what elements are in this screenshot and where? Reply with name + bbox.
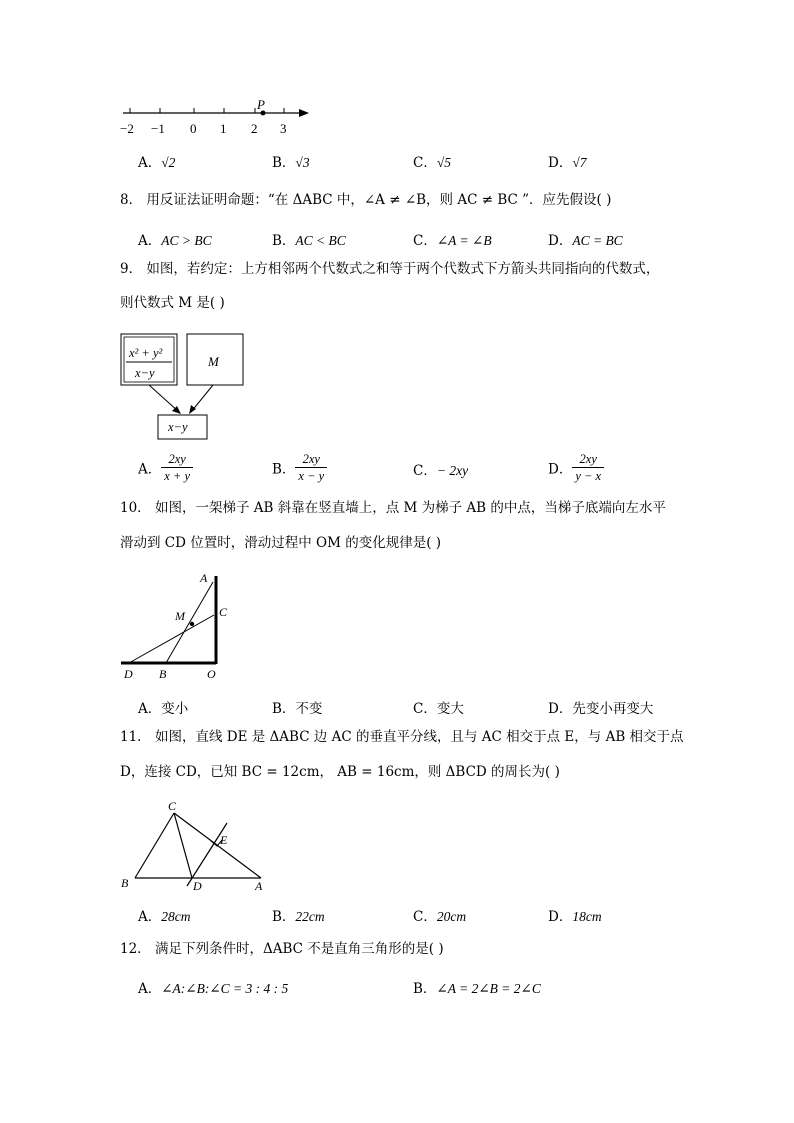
q9-stem-line1: 9． 如图，若约定：上方相邻两个代数式之和等于两个代数式下方箭头共同指向的代数式，: [120, 261, 660, 277]
arrow-left: [149, 385, 179, 412]
q7-option-c[interactable]: C．√5: [413, 155, 452, 171]
q11-option-d[interactable]: D．18cm: [548, 909, 602, 925]
q10-option-b[interactable]: B．不变: [272, 701, 323, 717]
number-line-figure: [115, 95, 315, 140]
q8-stem: 8． 用反证法证明命题：“在 ΔABC 中，∠A ≠ ∠B，则 AC ≠ BC ”．应先假设( ): [120, 192, 612, 208]
q9-option-a[interactable]: A． $\frac{2xy}{x + y}$: [138, 452, 193, 483]
ladder-figure: [115, 568, 245, 683]
ladder-ab: [166, 582, 213, 663]
tick-label: −2: [120, 121, 134, 136]
q11-option-b[interactable]: B．22cm: [272, 909, 325, 925]
box-left-numerator: x² + y²: [129, 346, 163, 360]
label-d: D: [193, 879, 202, 893]
q11-option-a[interactable]: A．28cm: [138, 909, 191, 925]
ladder-cd: [129, 615, 214, 663]
q7-option-b[interactable]: B．√3: [272, 155, 310, 171]
point-m: [190, 622, 194, 626]
label-e: E: [220, 833, 228, 847]
label-o: O: [207, 667, 216, 681]
triangle-figure: [115, 798, 275, 893]
q9-box-diagram: [115, 330, 255, 445]
q9-option-d[interactable]: D． $\frac{2xy}{y - x}$: [548, 452, 604, 483]
side-bc: [135, 813, 174, 878]
q12-option-b[interactable]: B．∠A = 2∠B = 2∠C: [413, 981, 541, 997]
q9-option-b[interactable]: B． $\frac{2xy}{x - y}$: [272, 452, 327, 483]
label-c: C: [168, 799, 177, 813]
q11-stem-line2: D，连接 CD，已知 BC = 12cm， AB = 16cm，则 ΔBCD 的周长为( ): [120, 764, 560, 780]
label-b: B: [159, 667, 167, 681]
q9-option-c[interactable]: C．− 2xy: [413, 463, 469, 479]
q8-option-d[interactable]: D．AC = BC: [548, 233, 623, 249]
box-bottom-label: x−y: [168, 420, 188, 434]
number-line-arrow: [299, 109, 309, 117]
label-d: D: [124, 667, 133, 681]
q12-option-a[interactable]: A．∠A:∠B:∠C = 3 : 4 : 5: [138, 981, 289, 997]
q8-option-b[interactable]: B．AC < BC: [272, 233, 346, 249]
q11-stem-line1: 11． 如图，直线 DE 是 ΔABC 边 AC 的垂直平分线，且与 AC 相交于点 E，与 AB 相交于点: [120, 729, 684, 745]
point-p-label: P: [257, 97, 265, 112]
tick-label: 0: [190, 121, 197, 136]
label-b: B: [121, 876, 129, 890]
q10-option-c[interactable]: C．变大: [413, 701, 464, 717]
q7-option-d[interactable]: D．√7: [548, 155, 587, 171]
box-left-denominator: x−y: [135, 366, 155, 380]
tick-label: 3: [280, 121, 287, 136]
q11-option-c[interactable]: C．20cm: [413, 909, 467, 925]
tick-label: 1: [220, 121, 227, 136]
q7-option-a[interactable]: A．√2: [138, 155, 176, 171]
q9-stem-line2: 则代数式 M 是( ): [120, 295, 225, 311]
q10-option-a[interactable]: A．变小: [138, 701, 189, 717]
q8-option-c[interactable]: C．∠A = ∠B: [413, 233, 492, 249]
q8-option-a[interactable]: A．AC > BC: [138, 233, 212, 249]
q10-option-d[interactable]: D．先变小再变大: [548, 701, 654, 717]
label-a: A: [200, 571, 208, 585]
tick-label: 2: [251, 121, 258, 136]
q10-stem-line2: 滑动到 CD 位置时，滑动过程中 OM 的变化规律是( ): [120, 535, 442, 551]
box-right-label: M: [208, 354, 219, 369]
q10-stem-line1: 10． 如图，一架梯子 AB 斜靠在竖直墙上，点 M 为梯子 AB 的中点，当梯子底端向左水平: [120, 500, 666, 516]
segment-cd: [174, 813, 192, 878]
label-c: C: [219, 605, 228, 619]
arrow-right-head: [189, 405, 196, 414]
label-m: M: [175, 609, 185, 623]
q12-stem: 12． 满足下列条件时，ΔABC 不是直角三角形的是( ): [120, 941, 444, 957]
label-a: A: [255, 879, 263, 893]
tick-label: −1: [151, 121, 165, 136]
